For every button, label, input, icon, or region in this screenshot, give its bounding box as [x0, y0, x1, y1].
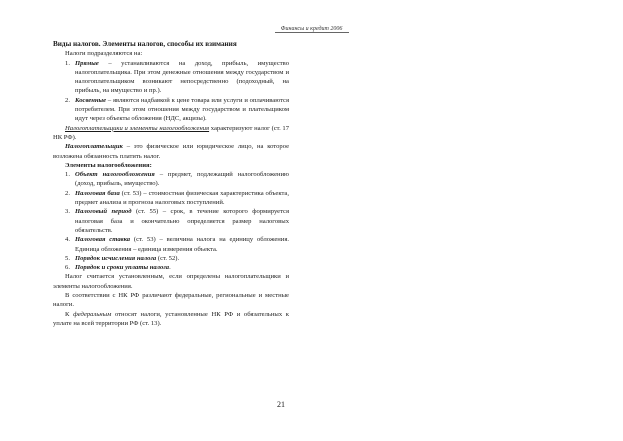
definition: – являются надбавкой к цене товара или услуги и оплачиваются потребителем. При этом отношения между государством и плательщиком идут через объекты обложения (НДС, акцизы). — [75, 96, 289, 123]
term: Налоговая ставка — [75, 236, 131, 244]
term: Налогоплательщик — [65, 143, 123, 151]
list-item — [53, 263, 289, 272]
section-title: Виды налогов. Элементы налогов, способы их взимания — [53, 40, 237, 48]
list-item — [53, 235, 289, 254]
definition: (ст. 53) – величина налога на единицу обложения. Единица обложения – единица измерения объекта. — [75, 236, 290, 253]
paragraph-text: характеризуют налог (ст. 17 НК РФ). — [53, 124, 290, 141]
list-number: 3. — [65, 208, 70, 216]
list-number: 4. — [65, 236, 70, 244]
term: Налоговый период — [75, 208, 132, 216]
text-column — [53, 40, 289, 328]
list-number: 5. — [65, 254, 70, 262]
list-number: 2. — [65, 189, 70, 197]
list-number: 1. — [65, 59, 70, 67]
elements-heading: Элементы налогообложения: — [65, 161, 152, 169]
list-number: 6. — [65, 264, 70, 272]
list-item — [53, 96, 289, 124]
italic-term: федеральным — [73, 310, 112, 318]
list-item — [53, 59, 289, 96]
definition: . — [169, 264, 171, 272]
list-item — [53, 207, 289, 235]
paragraph-classification: В соответствии с НК РФ различают федеральные, региональные и местные налоги. — [53, 292, 289, 309]
underlined-phrase: Налогоплательщики и элементы налогообложения — [65, 124, 210, 132]
term: Объект налогообложения — [75, 171, 155, 179]
list-number: 2. — [65, 96, 70, 104]
paragraph-established: Налог считается установленным, если определены налогоплательщики и элементы налогообложения. — [53, 273, 289, 290]
term: Порядок и сроки уплаты налога — [75, 264, 170, 272]
definition: (ст. 55) – срок, в течение которого формируется налоговая база и окончательно определяется размер налоговых обязательств. — [75, 208, 289, 234]
paragraph-federal — [53, 310, 289, 329]
paragraph-text: – это физическое или юридическое лицо, на которое возложена обязанность платить налог. — [53, 143, 289, 160]
list-item — [53, 254, 289, 263]
paragraph-text: К — [65, 310, 74, 318]
list-number: 1. — [65, 171, 70, 179]
intro-paragraph: Налоги подразделяются на: — [65, 50, 143, 58]
paragraph-taxpayer — [53, 142, 289, 161]
list-item — [53, 170, 289, 189]
definition: (ст. 53) – стоимостная физическая характеристика объекта, предмет анализа и прогноза налоговых поступлений. — [75, 189, 289, 207]
list-item — [53, 189, 289, 208]
page-number: 21 — [277, 400, 285, 409]
definition: (ст. 52). — [156, 254, 180, 262]
definition: – предмет, подлежащий налогообложению (доход, прибыль, имущество). — [75, 171, 289, 188]
term: Прямые — [75, 59, 99, 67]
term: Налоговая база — [75, 189, 120, 197]
definition: – устанавливаются на доход, прибыль, имущество налогоплательщика. При этом денежные отношения между государством и налогоплательщиком возникают непосредственно (подоходный, на прибыль, на имущество и пр.). — [75, 59, 289, 95]
term: Косвенные — [75, 96, 107, 104]
running-header: Финансы и кредит 2006 — [0, 26, 623, 33]
term: Порядок исчисления налога — [75, 254, 157, 262]
paragraph-elements-intro — [53, 124, 289, 143]
paragraph-text: относят налоги, установленные НК РФ и обязательных к уплате на всей территории РФ (ст. 13). — [53, 310, 290, 327]
